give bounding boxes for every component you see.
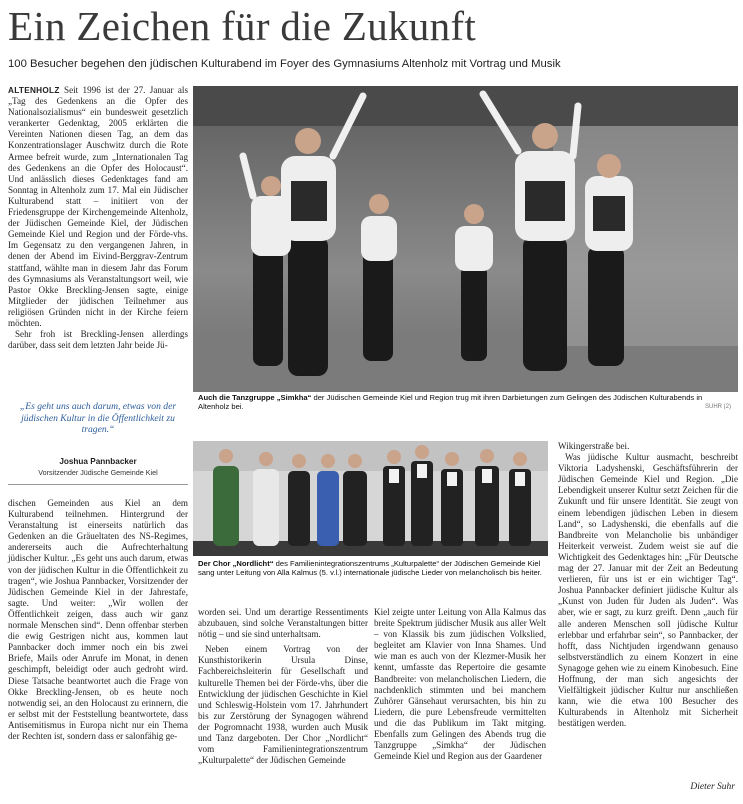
paragraph: Was jüdische Kultur ausmacht, beschreibt Viktoria Ladyshenski, Geschäftsführerin der Jüdischen Gemeinde Kiel und Region. „Die Lebendigkeit unserer Kultur setzt Zeichen für die Zukunft und für unsere Identität. Sie zeugt von einem lebendigen jüdischen Leben in diesem Land“, so Ladyshenski, die ebenfalls auf die Bandbreite von Melancholie bis unbändiger Heiterkeit verweist. Zudem weist sie auf die Wichtigkeit des Gedenktages hin: „Für Deutsche mag der 27. Januar mit der Zeit an Bedeutung verlieren, für uns ist er ein wichtiger Tag“. Joshua Pannbacker definiert jüdische Kultur als „Kunst von Juden für Juden als Juden“. Was aber, wie er sagt, zu kurz greift. Denn „auch für alle anderen Menschen soll jüdische Kultur erlebbar und erfahrbar sein“, so Pannbacker, der hofft, dass Nichtjuden irgendwann genauso selbstverständlich zu einem Konzert in eine Synagoge gehen wie zu einem Kinobesuch. Eine Hoffnung, der man sich angesichts der Vielfältigkeit jüdischer Kultur nur anschließen kann, wie die etwa 100 Besucher des Kulturabends in Altenholz mit Sicherheit bestätigen werden. <box>558 452 738 729</box>
column-3 <box>374 607 546 762</box>
quote-author-name: Joshua Pannbacker <box>59 457 137 466</box>
dance-photo-caption <box>198 393 718 412</box>
paragraph: Neben einem Vortrag von der Kunsthistorikerin Ursula Dinse, Fachbereichsleiterin für Gesellschaft und kulturelle Themen bei der Förde-vhs, über die Entwicklung der jüdischen Geschichte in Kiel und Schleswig-Holstein vom 17. Jahrhundert bis zur Zerstörung der Synagogen während der Pogromnacht 1938, wurden auch Musik und Tanz dargeboten. Der Chor „Nordlicht“ vom Familienintegrationszentrum „Kulturpalette“ der Jüdischen Gemeinde <box>198 644 368 766</box>
choir-photo-image <box>193 441 548 556</box>
quote-author-role: Vorsitzender Jüdische Gemeinde Kiel <box>38 468 158 477</box>
paragraph: Wikingerstraße bei. <box>558 441 630 451</box>
divider <box>8 484 188 485</box>
choir-photo-caption <box>198 559 548 578</box>
column-4 <box>558 441 738 729</box>
dance-photo <box>193 86 738 392</box>
dance-photo-image <box>193 86 738 392</box>
column-2 <box>198 607 368 766</box>
photo-credit: SUHR (2) <box>705 404 732 410</box>
paragraph-text: Seit 1996 ist der 27. Januar als „Tag des Gedenkens an die Opfer des Nationalsozialismus“ ein bundesweit gesetzlich verankerter Gedenktag, 2005 erklärten die Vereinten Nationen diesen Tag, an dem das Konzentrationslager Auschwitz durch die Rote Armee befreit wurde, zum „Internationalen Tag des Gedenkens an die Opfer des Holocaust“. Und anlässlich dieses Gedenktages fand am Sonntag in Altenholz zum 17. Mal ein Jüdischer Kulturabend statt – initiiert von der Friedensgruppe der Kirchengemeinde Altenholz, der Jüdischen Gemeinde Kiel, der Jüdischen Gemeinde Kiel und Region und der Förde-vhs. Im Gegensatz zu den vergangenen Jahren, in denen der Abend im Eivind-Berggrav-Zentrum stattfand, wählte man in diesem Jahr das Forum des Gymnasiums als Veranstaltungsort weil, wie Pastor Okke Breckling-Jensen sagte, einige Mitglieder der jüdischen Teilnehmer aus religiösen Gründen nicht in der Kirche feiern möchten. <box>8 85 188 328</box>
headline: Ein Zeichen für die Zukunft <box>8 3 477 49</box>
author-byline: Dieter Suhr <box>690 782 735 792</box>
caption-bold: Auch die Tanzgruppe „Simkha“ <box>198 393 312 402</box>
paragraph: worden sei. Und um derartige Ressentiments abzubauen, sind solche Veranstaltungen bitter nötig – und sie sind unterhaltsam. <box>198 607 368 640</box>
paragraph: dischen Gemeinden aus Kiel an dem Kulturabend teilnehmen. Hintergrund der Veranstaltung ist einerseits natürlich das Gedenken an die Gräueltaten des NS-Regimes, andererseits auch die Aufrechterhaltung jüdischer Kultur. „Es geht uns auch darum, etwas von der jüdischen Kultur in die Öffentlichkeit zu tragen“, wie Joshua Pannbacker, Vorsitzender der Jüdischen Gemeinde Kiel in der Jahrestafe, sagte. Und weiter: „Wir wollen der Öffentlichkeit zeigen, dass auch wir ganz normale Menschen sind“. Denn offenbar sterben die ewig Gestrigen nicht aus, kommen laut Pannbacker doch immer noch ein bis zwei Briefe, Mails oder Anrufe im Monat, in denen geschimpft, beleidigt oder auch gedroht wird. Diese Tatsache beantwortet auch die Frage von Okke Breckling-Jensen, ob es heute noch notwendig sei, an den Holocaust zu erinnern, die er selbst mit der Feststellung beantwortete, dass Antisemitismus in Europa nicht nur ein Thema der Rechten ist, sondern dass er salonfähig ge- <box>8 498 188 741</box>
column-1-top <box>8 85 188 351</box>
choir-photo <box>193 441 548 556</box>
caption-bold: Der Chor „Nordlicht“ <box>198 559 274 568</box>
paragraph: Sehr froh ist Breckling-Jensen allerdings darüber, dass seit dem letzten Jahr beide Jü- <box>8 329 188 351</box>
dateline: ALTENHOLZ <box>8 86 60 95</box>
column-1-bottom <box>8 498 188 742</box>
caption-text: des Familienintegrationszentrums „Kulturpalette“ der Jüdischen Gemeinde Kiel sang unter Leitung von Alla Kalmus (5. v.l.) internationale jüdische Lieder von melancholisch bis heiter. <box>198 559 542 578</box>
paragraph: Kiel zeigte unter Leitung von Alla Kalmus das breite Spektrum jüdischer Musik aus aller Welt – von Klassik bis zum jüdischen Volkslied, begleitet am Klavier von Inna Shames. Und wie man es auch von der Klezmer-Musik her kennt, umfasste das Repertoire die gesamte Bandbreite: von melancholischen Liedern, die nachdenklich stimmten und bei manchem Zuhörer Gänsehaut verursachten, bis hin zu Liedern, die pure Lebensfreude vermittelten und die das Publikum im Takt mitging. Ebenfalls zum Gelingen des Abends trug die Tanzgruppe „Simkha“ der Jüdischen Gemeinde Kiel und Region aus der Gaardener <box>374 607 546 762</box>
subheadline: 100 Besucher begehen den jüdischen Kulturabend im Foyer des Gymnasiums Altenholz mit Vortrag und Musik <box>8 58 561 70</box>
caption-text: der Jüdischen Gemeinde Kiel und Region trug mit ihren Darbietungen zum Gelingen des Jüdischen Kulturabends in Altenholz bei. <box>198 393 703 412</box>
paragraph <box>8 85 188 329</box>
pull-quote: „Es geht uns auch darum, etwas von der jüdischen Kultur in die Öffentlichkeit zu tragen.“ <box>19 401 177 436</box>
